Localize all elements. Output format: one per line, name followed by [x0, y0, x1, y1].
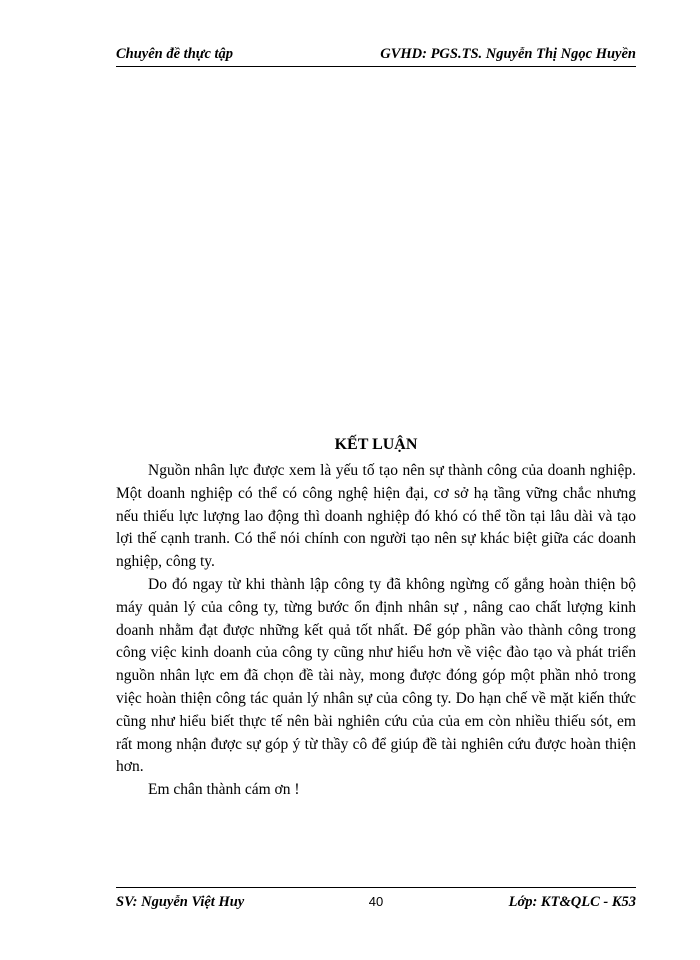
page-number: 40	[368, 894, 384, 909]
body-text	[116, 460, 636, 802]
paragraph-3: Em chân thành cám ơn !	[148, 781, 300, 799]
paragraph-1: Nguồn nhân lực được xem là yếu tố tạo nên sự thành công của doanh nghiệp. Một doanh nghiệp có thể có công nghệ hiện đại, cơ sở hạ tầng vững chắc nhưng nếu thiếu lực lượng lao động thì doanh nghiệp đó khó có thể tồn tại lâu dài và tạo lợi thế cạnh tranh. Có thể nói chính con người tạo nên sự khác biệt giữa các doanh nghiệp, công ty.	[116, 462, 636, 571]
page-footer	[116, 887, 636, 914]
header-document-type: Chuyên đề thực tập	[116, 46, 234, 62]
section-title: KẾT LUẬN	[334, 436, 418, 453]
paragraph-2: Do đó ngay từ khi thành lập công ty đã không ngừng cố gắng hoàn thiện bộ máy quản lý của công ty, từng bước ổn định nhân sự , nâng cao chất lượng kinh doanh nhằm đạt được những kết quả tốt nhất. Để góp phần vào thành công trong công việc kinh doanh của công ty cũng như hiểu hơn về việc đào tạo và phát triển nguồn nhân lực em đã chọn đề tài này, mong được đóng góp một phần nhỏ trong việc hoàn thiện công tác quản lý nhân sự của công ty. Do hạn chế về mặt kiến thức cũng như hiểu biết thực tế nên bài nghiên cứu của của em còn nhiều thiếu sót, em rất mong nhận được sự góp ý từ thầy cô để giúp đề tài nghiên cứu được hoàn thiện hơn.	[116, 575, 636, 776]
footer-class: Lớp: KT&QLC - K53	[508, 894, 636, 910]
footer-student: SV: Nguyễn Việt Huy	[116, 894, 245, 910]
page-header	[116, 44, 636, 67]
header-supervisor: GVHD: PGS.TS. Nguyễn Thị Ngọc Huyền	[380, 46, 636, 62]
